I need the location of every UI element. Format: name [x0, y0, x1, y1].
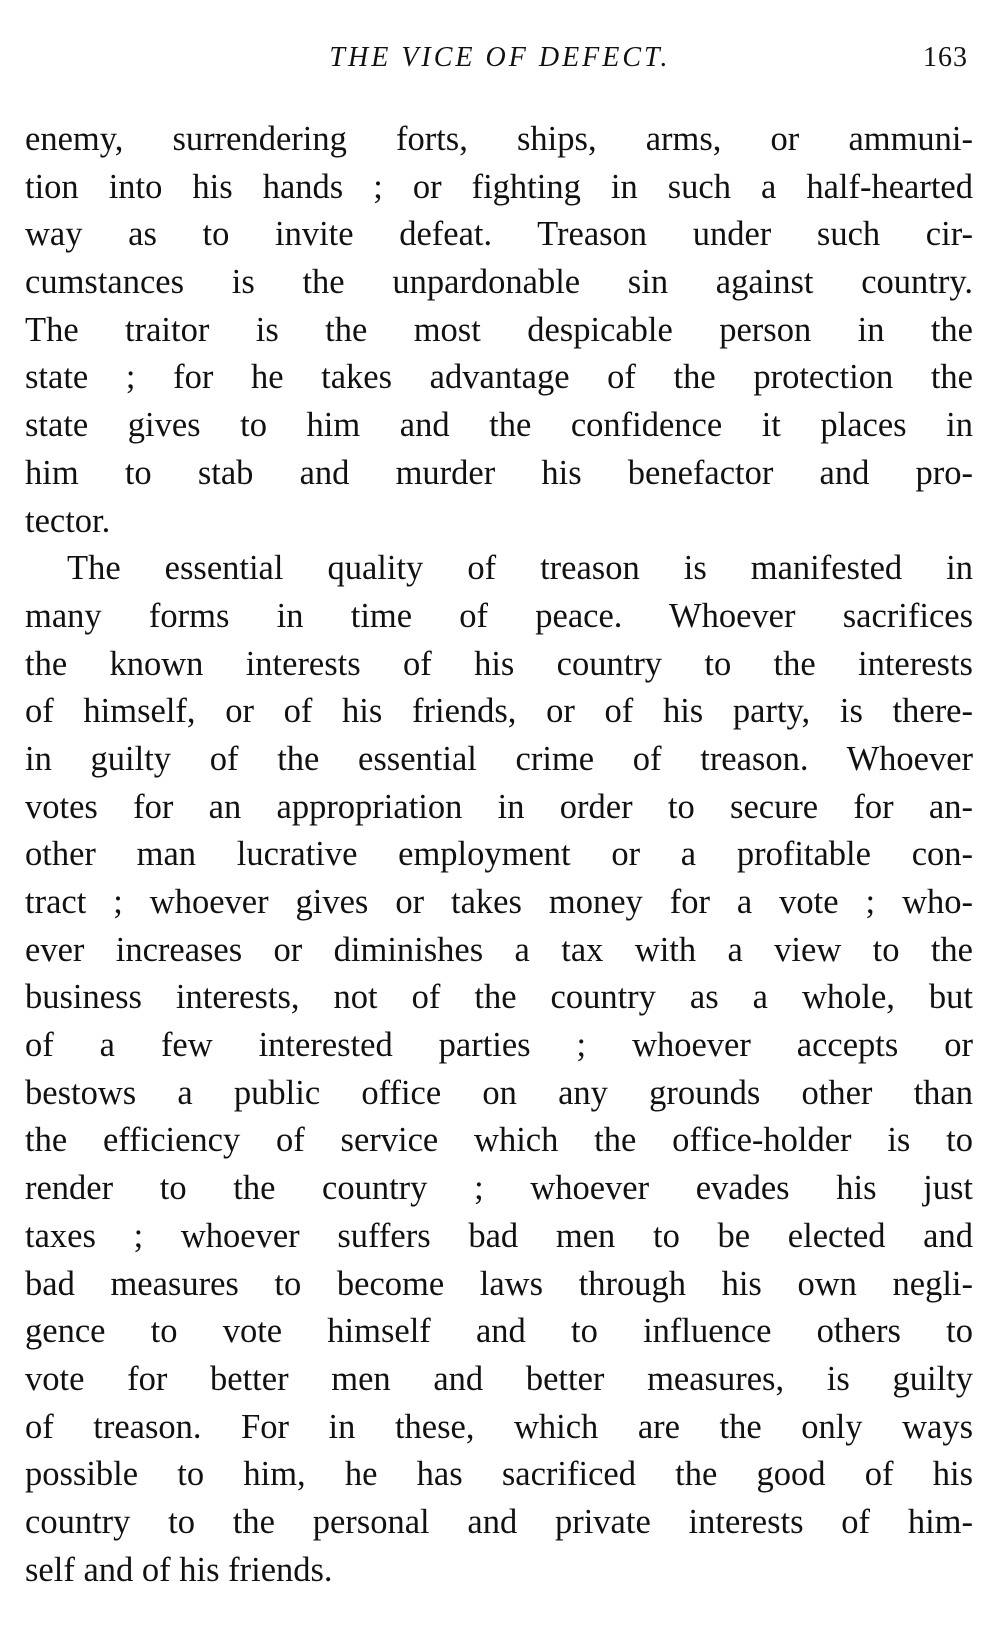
text-line: in guilty of the essential crime of treason. Whoever [25, 739, 973, 778]
paragraph-1 [25, 116, 973, 545]
paragraph-2 [25, 545, 973, 1594]
text-line: bestows a public office on any grounds other than [25, 1073, 973, 1112]
text-line: The essential quality of treason is manifested in [67, 549, 973, 588]
text-line: of himself, or of his friends, or of his party, is there- [25, 692, 973, 731]
page-number: 163 [923, 42, 968, 73]
page-body [25, 116, 973, 1594]
text-line: the efficiency of service which the office-holder is to [25, 1121, 973, 1160]
text-line: votes for an appropriation in order to secure for an- [25, 787, 973, 826]
text-line: cumstances is the unpardonable sin against country. [25, 263, 973, 302]
text-line: bad measures to become laws through his own negli- [25, 1264, 973, 1303]
page-header [20, 42, 980, 82]
text-line: ever increases or diminishes a tax with a view to the [25, 930, 973, 969]
text-line: self and of his friends. [25, 1550, 333, 1589]
text-line: tector. [25, 501, 111, 540]
text-line: business interests, not of the country as a whole, but [25, 978, 973, 1017]
text-line: other man lucrative employment or a profitable con- [25, 835, 973, 874]
text-line: tion into his hands ; or fighting in such a half-hearted [25, 167, 973, 206]
text-line: gence to vote himself and to influence others to [25, 1312, 973, 1351]
text-line: many forms in time of peace. Whoever sacrifices [25, 596, 973, 635]
text-line: The traitor is the most despicable person in the [25, 310, 973, 349]
text-line: country to the personal and private interests of him- [25, 1502, 973, 1541]
text-line: taxes ; whoever suffers bad men to be elected and [25, 1216, 973, 1255]
text-line: render to the country ; whoever evades his just [25, 1169, 973, 1208]
text-line: tract ; whoever gives or takes money for a vote ; who- [25, 883, 973, 921]
text-line: enemy, surrendering forts, ships, arms, or ammuni- [25, 120, 973, 158]
text-line: of treason. For in these, which are the only ways [25, 1407, 973, 1446]
text-line: the known interests of his country to the interests [25, 644, 973, 683]
text-line: him to stab and murder his benefactor and pro- [25, 453, 973, 492]
text-line: state gives to him and the confidence it places in [25, 406, 973, 445]
text-line: way as to invite defeat. Treason under such cir- [25, 215, 973, 254]
text-line: possible to him, he has sacrificed the good of his [25, 1455, 973, 1494]
running-head: THE VICE OF DEFECT. [329, 42, 671, 73]
text-line: of a few interested parties ; whoever accepts or [25, 1026, 973, 1065]
text-line: vote for better men and better measures, is guilty [25, 1359, 973, 1398]
text-line: state ; for he takes advantage of the protection the [25, 358, 973, 397]
